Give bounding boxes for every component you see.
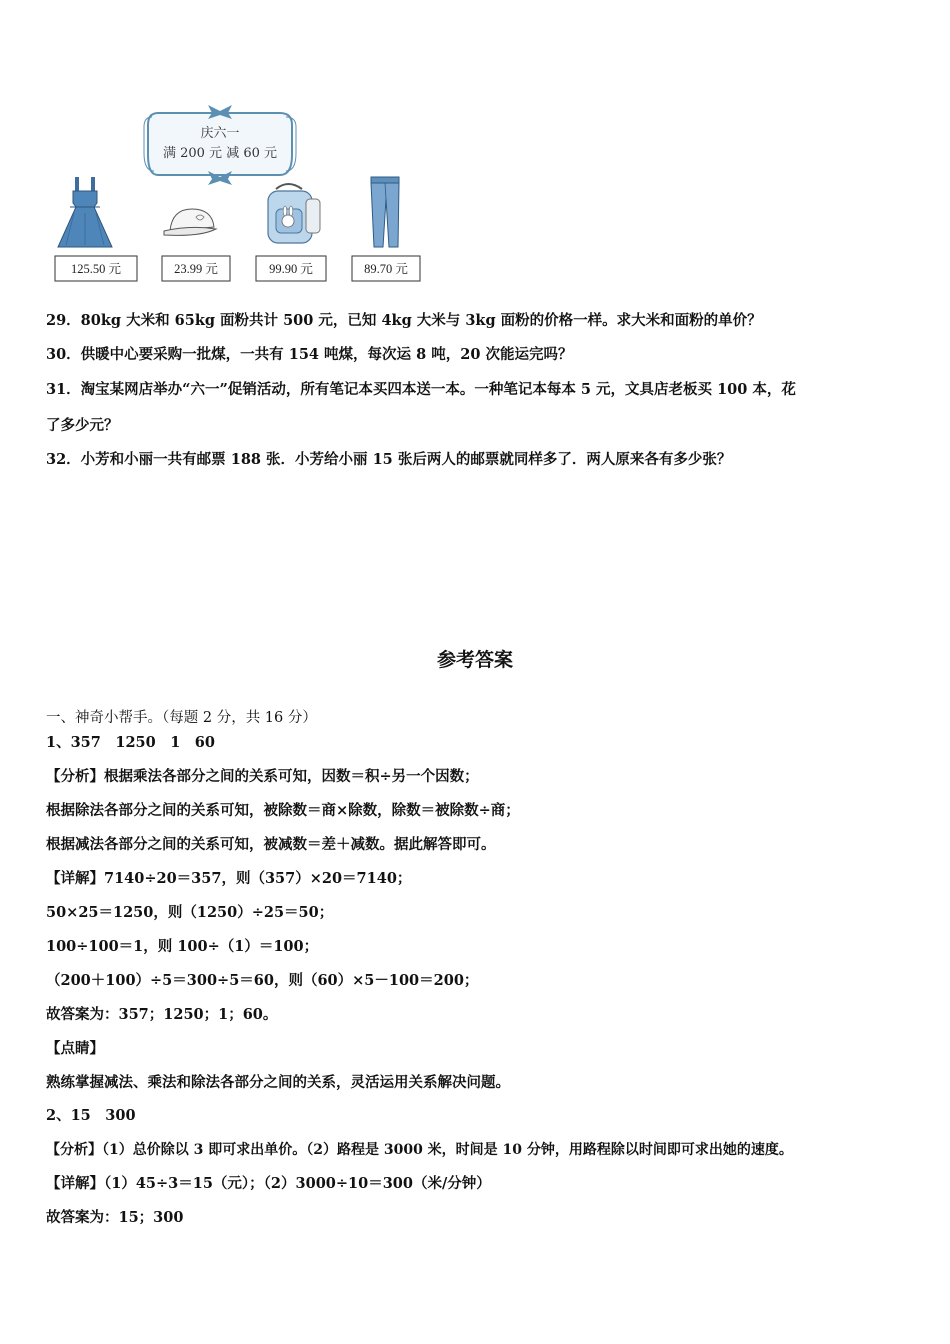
- question-30: 30．供暖中心要采购一批煤，一共有 154 吨煤，每次运 8 吨，20 次能运完吗？: [46, 346, 573, 363]
- answers-title: 参考答案: [436, 649, 513, 671]
- section-heading: 一、神奇小帮手。（每题 2 分，共 16 分）: [46, 710, 317, 726]
- jeans-icon: [371, 177, 399, 247]
- comment-1: 熟练掌握减法、乘法和除法各部分之间的关系，灵活运用关系解决问题。: [46, 1074, 510, 1091]
- detail-1-line4: （200＋100）÷5＝300÷5＝60，则（60）×5－100＝200；: [46, 972, 479, 989]
- banner-line2: 满 200 元 减 60 元: [162, 146, 278, 161]
- price-label: 125.50 元: [70, 262, 122, 276]
- cap-icon: [164, 209, 216, 235]
- detail-1-line2: 50×25＝1250，则（1250）÷25＝50；: [46, 904, 334, 921]
- question-29: 29．80kg 大米和 65kg 面粉共计 500 元，已知 4kg 大米与 3kg 面粉的价格一样。求大米和面粉的单价？: [46, 312, 762, 329]
- backpack-icon: [268, 184, 320, 243]
- comment-1-heading: 【点睛】: [46, 1040, 104, 1057]
- conclusion-1: 故答案为：357；1250；1；60。: [46, 1006, 278, 1023]
- analysis-1-line2: 根据除法各部分之间的关系可知，被除数＝商×除数，除数＝被除数÷商；: [46, 802, 520, 819]
- analysis-2: 【分析】（1）总价除以 3 即可求出单价。（2）路程是 3000 米，时间是 10 分钟，用路程除以时间即可求出她的速度。: [46, 1142, 793, 1158]
- price-tag: [55, 256, 137, 281]
- price-tag: [256, 256, 326, 281]
- promotion-banner: [144, 105, 296, 185]
- dress-icon: [58, 177, 112, 247]
- price-tag: [352, 256, 420, 281]
- analysis-1: 【分析】根据乘法各部分之间的关系可知，因数＝积÷另一个因数；: [46, 768, 479, 785]
- banner-line1: 庆六一: [200, 126, 240, 141]
- detail-2: 【详解】（1）45÷3＝15（元）；（2）3000÷10＝300（米/分钟）: [46, 1175, 491, 1192]
- question-31: 31．淘宝某网店举办“六一”促销活动，所有笔记本买四本送一本。一种笔记本每本 5 元，文具店老板买 100 本，花: [46, 381, 796, 398]
- question-31-continued: 了多少元？: [46, 417, 119, 434]
- conclusion-2: 故答案为：15；300: [46, 1209, 184, 1226]
- price-label: 99.90 元: [269, 262, 313, 276]
- detail-1-line3: 100÷100＝1，则 100÷（1）＝100；: [46, 938, 319, 955]
- promotion-illustration: [40, 95, 440, 290]
- question-32: 32．小芳和小丽一共有邮票 188 张．小芳给小丽 15 张后两人的邮票就同样多了．两人原来各有多少张？: [46, 451, 732, 468]
- analysis-1-line3: 根据减法各部分之间的关系可知，被减数＝差＋减数。据此解答即可。: [46, 836, 496, 853]
- price-label: 23.99 元: [174, 262, 218, 276]
- answer-1: 1、357 1250 1 60: [46, 734, 215, 751]
- price-tag: [162, 256, 230, 281]
- detail-1: 【详解】7140÷20＝357，则（357）×20＝7140；: [46, 870, 412, 887]
- answer-2: 2、15 300: [46, 1107, 136, 1124]
- price-label: 89.70 元: [364, 262, 408, 276]
